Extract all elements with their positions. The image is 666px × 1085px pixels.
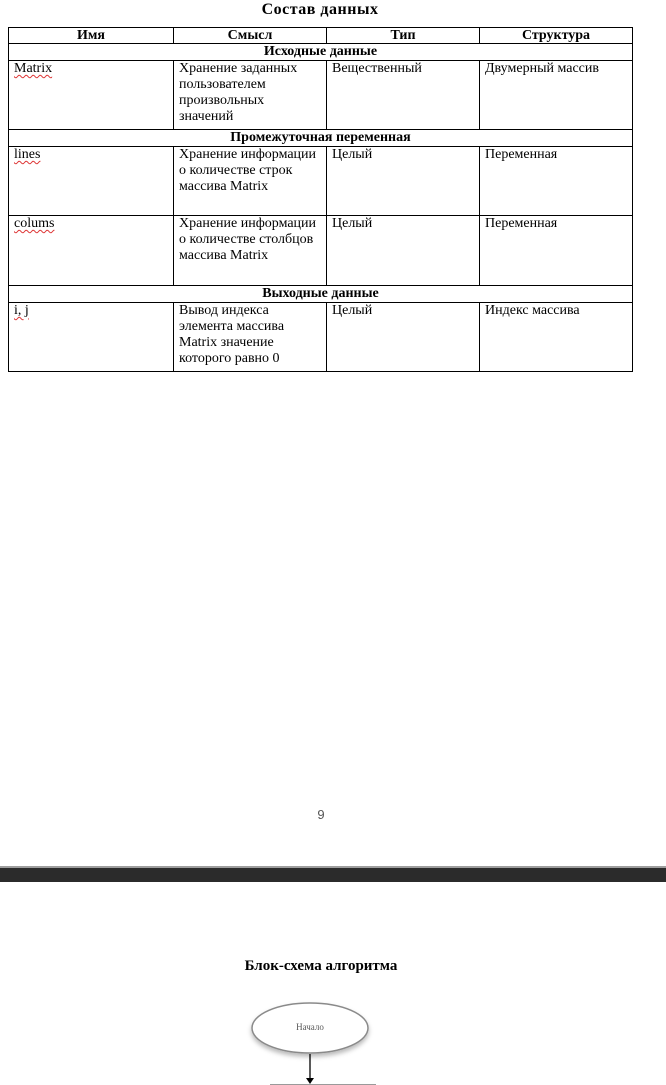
cell-structure: Переменная bbox=[480, 216, 633, 286]
cell-meaning: Хранение заданных пользователем произвольных значений bbox=[174, 61, 327, 130]
start-label: Начало bbox=[296, 1022, 324, 1032]
cell-type: Целый bbox=[327, 147, 480, 216]
section-output-label: Выходные данные bbox=[9, 286, 633, 303]
header-name: Имя bbox=[9, 28, 174, 44]
flowchart bbox=[240, 998, 400, 1085]
header-structure: Структура bbox=[480, 28, 633, 44]
table-header-row bbox=[9, 28, 633, 44]
table-row bbox=[9, 147, 633, 216]
cell-name bbox=[9, 216, 174, 286]
page-title: Состав данных bbox=[261, 1, 379, 18]
page-number: 9 bbox=[317, 807, 325, 822]
cell-name bbox=[9, 147, 174, 216]
cell-type: Целый bbox=[327, 216, 480, 286]
cell-structure: Переменная bbox=[480, 147, 633, 216]
header-type: Тип bbox=[327, 28, 480, 44]
section-row bbox=[9, 44, 633, 61]
table-row bbox=[9, 216, 633, 286]
table-row bbox=[9, 303, 633, 372]
flow-arrowhead bbox=[306, 1078, 314, 1084]
variable-name: i, j bbox=[14, 303, 29, 318]
cell-type: Целый bbox=[327, 303, 480, 372]
cell-meaning: Хранение информации о количестве столбцов массива Matrix bbox=[174, 216, 327, 286]
cell-structure: Индекс массива bbox=[480, 303, 633, 372]
table-row bbox=[9, 61, 633, 130]
cell-name bbox=[9, 61, 174, 130]
variable-name: colums bbox=[14, 216, 55, 231]
cell-name bbox=[9, 303, 174, 372]
cell-meaning: Хранение информации о количестве строк массива Matrix bbox=[174, 147, 327, 216]
section-intermediate-label: Промежуточная переменная bbox=[9, 130, 633, 147]
header-meaning: Смысл bbox=[174, 28, 327, 44]
variable-name: lines bbox=[14, 147, 41, 162]
variable-name: Matrix bbox=[14, 61, 53, 76]
data-table bbox=[8, 27, 633, 372]
cell-structure: Двумерный массив bbox=[480, 61, 633, 130]
cell-type: Вещественный bbox=[327, 61, 480, 130]
cell-meaning: Вывод индекса элемента массива Matrix значение которого равно 0 bbox=[174, 303, 327, 372]
flowchart-title: Блок-схема алгоритма bbox=[244, 958, 398, 974]
section-row bbox=[9, 286, 633, 303]
page-gap-bar bbox=[0, 868, 666, 882]
section-row bbox=[9, 130, 633, 147]
section-input-label: Исходные данные bbox=[9, 44, 633, 61]
